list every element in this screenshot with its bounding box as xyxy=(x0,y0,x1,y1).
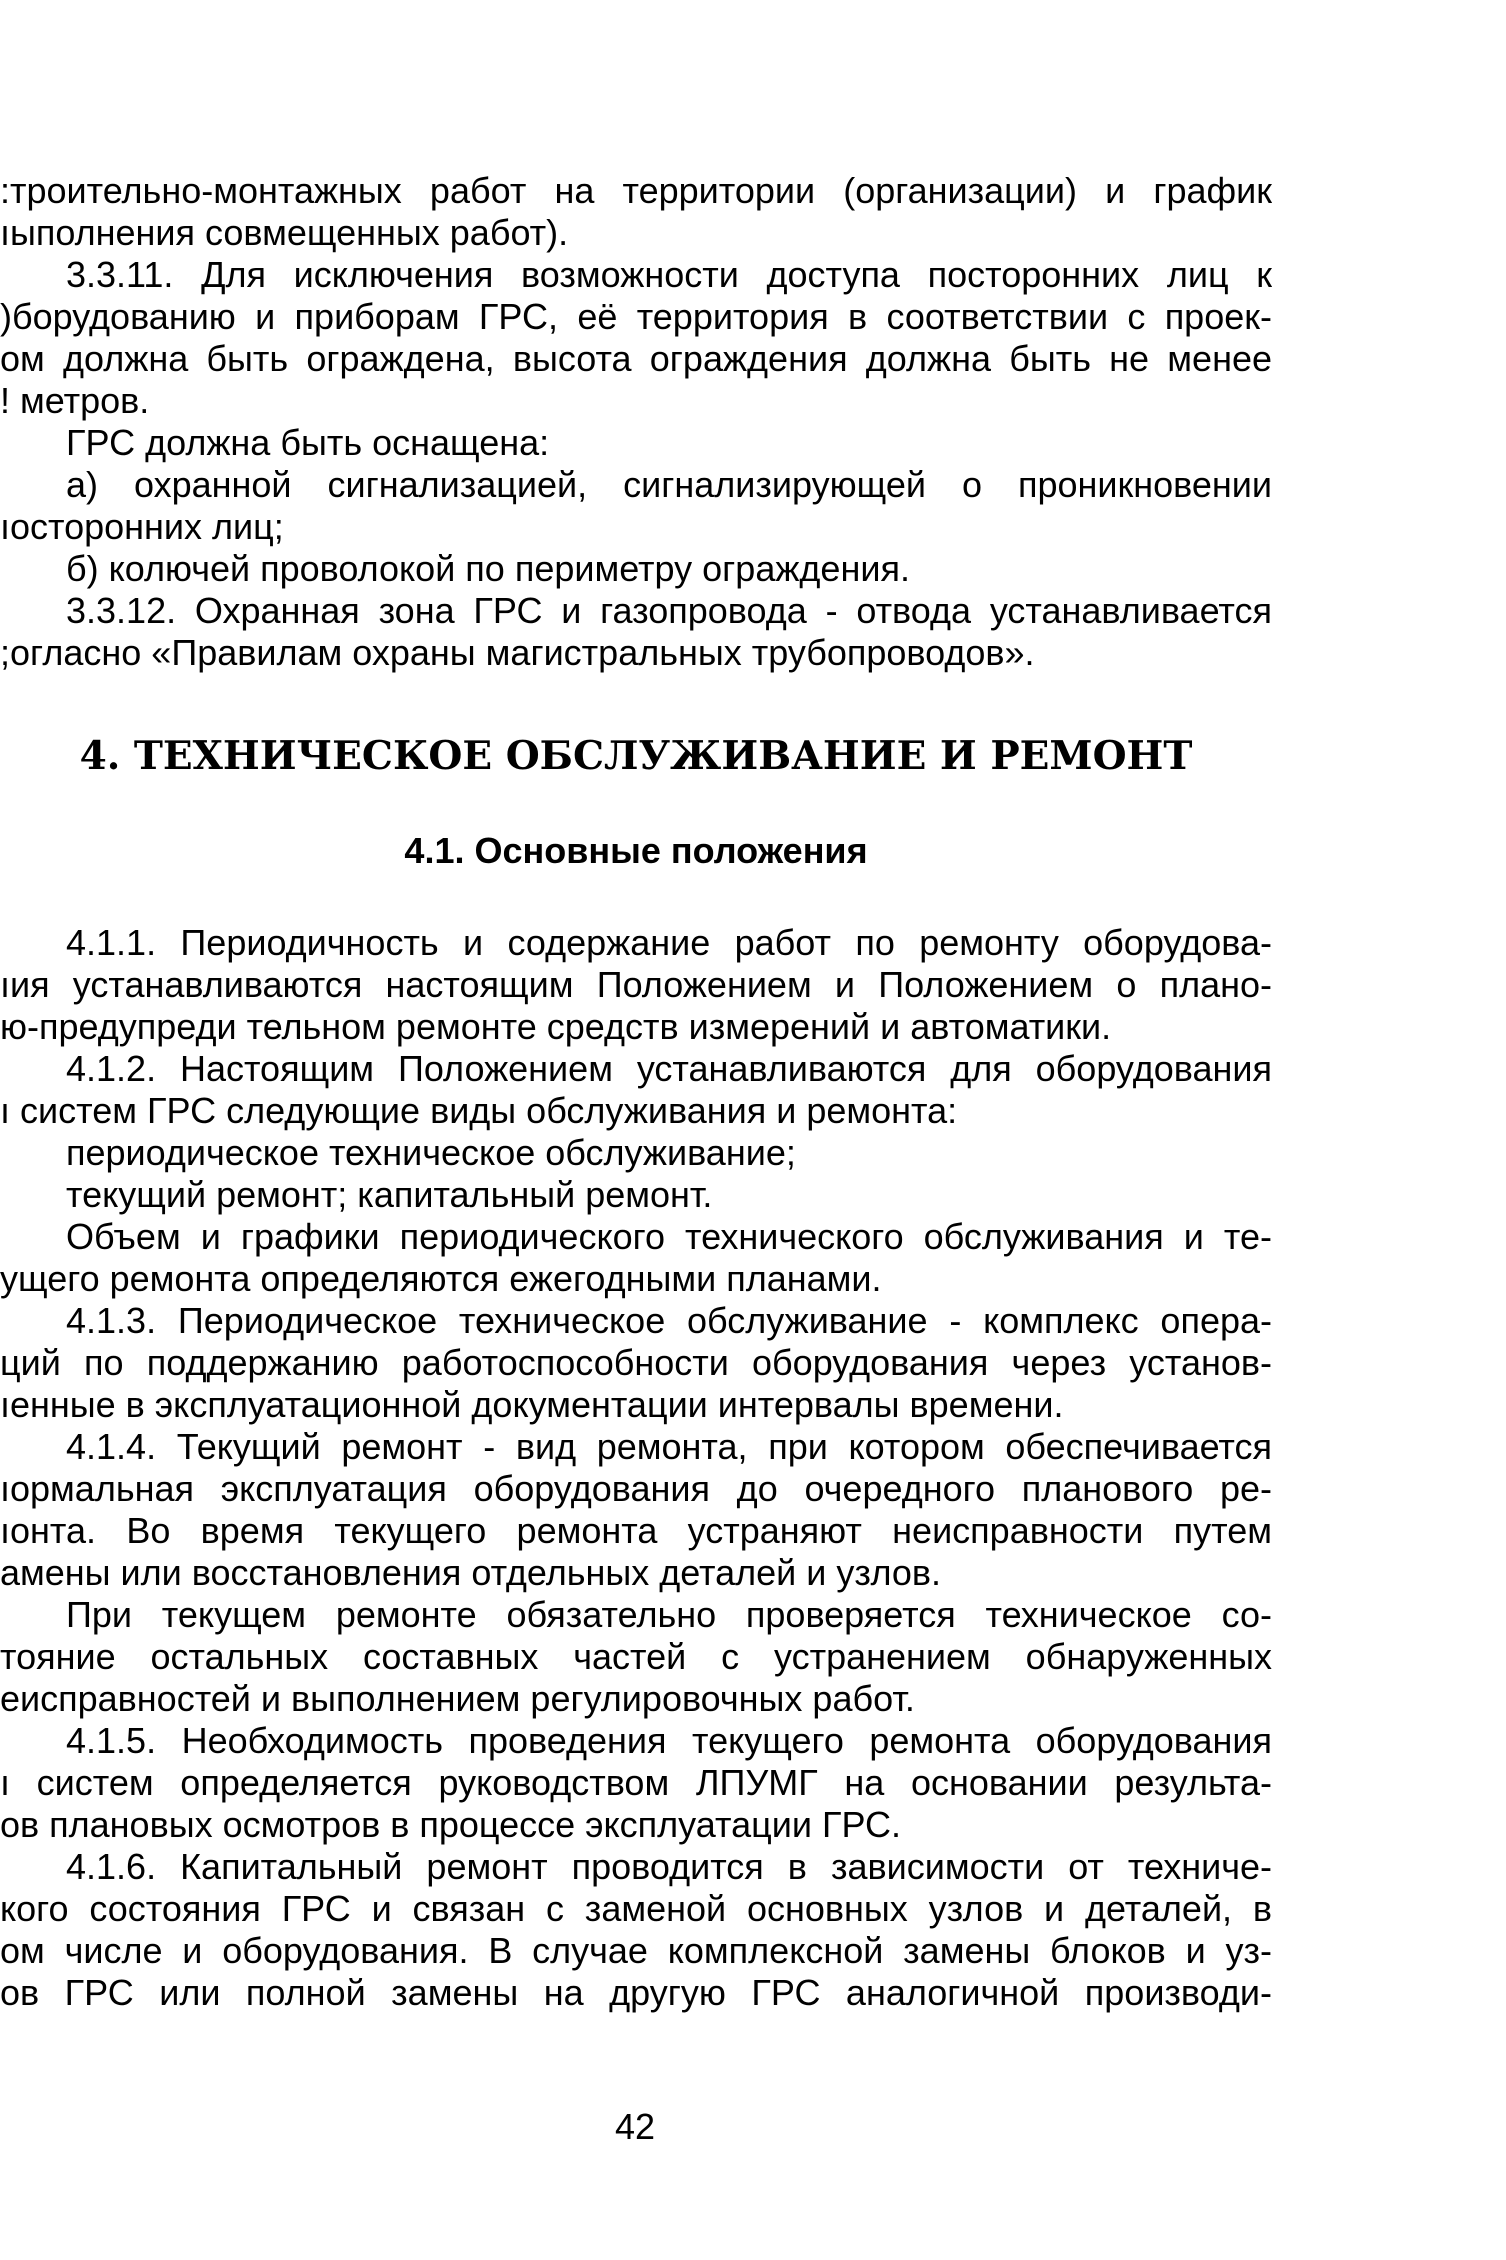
text-line: ıормальная эксплуатация оборудования до очередного планового ре- xyxy=(0,1468,1272,1509)
page-number: 42 xyxy=(614,2106,656,2147)
text-line: кого состояния ГРС и связан с заменой основных узлов и деталей, в xyxy=(0,1888,1272,1929)
text-line: а) охранной сигнализацией, сигнализирующей о проникновении xyxy=(66,464,1272,505)
text-line: ций по поддержанию работоспособности оборудования через установ- xyxy=(0,1342,1272,1383)
text-line: :троительно-монтажных работ на территории (организации) и график xyxy=(0,170,1272,211)
section-heading: 4. ТЕХНИЧЕСКОЕ ОБСЛУЖИВАНИЕ И РЕМОНТ xyxy=(79,733,1193,779)
text-line: ıенные в эксплуатационной документации интервалы времени. xyxy=(0,1384,1064,1425)
text-line: ом числе и оборудования. В случае комплексной замены блоков и уз- xyxy=(0,1930,1272,1971)
subsection-heading: 4.1. Основные положения xyxy=(404,830,868,871)
text-line: амены или восстановления отдельных деталей и узлов. xyxy=(0,1552,942,1593)
text-line: тояние остальных составных частей с устранением обнаруженных xyxy=(0,1636,1272,1677)
text-line: ов ГРС или полной замены на другую ГРС аналогичной производи- xyxy=(0,1972,1272,2013)
text-line: периодическое техническое обслуживание; xyxy=(66,1132,796,1173)
text-line: ıосторонних лиц; xyxy=(0,506,284,547)
text-line: ! метров. xyxy=(0,380,150,421)
text-line: ıия устанавливаются настоящим Положением и Положением о плано- xyxy=(0,964,1272,1005)
text-line: 4.1.6. Капитальный ремонт проводится в зависимости от техниче- xyxy=(66,1846,1272,1887)
text-line: 3.3.12. Охранная зона ГРС и газопровода - отвода устанавливается xyxy=(66,590,1272,631)
text-line: Объем и графики периодического технического обслуживания и те- xyxy=(66,1216,1272,1257)
text-line: ıыполнения совмещенных работ). xyxy=(0,212,569,253)
text-line: 4.1.5. Необходимость проведения текущего ремонта оборудования xyxy=(66,1720,1272,1761)
text-line: ов плановых осмотров в процессе эксплуатации ГРС. xyxy=(0,1804,902,1845)
text-line: ГРС должна быть оснащена: xyxy=(66,422,550,463)
text-line: ı систем ГРС следующие виды обслуживания и ремонта: xyxy=(0,1090,958,1131)
text-line: 4.1.3. Периодическое техническое обслуживание - комплекс опера- xyxy=(66,1300,1272,1341)
text-line: ;огласно «Правилам охраны магистральных трубопроводов». xyxy=(0,632,1035,673)
text-line: текущий ремонт; капитальный ремонт. xyxy=(66,1174,713,1215)
text-line: еисправностей и выполнением регулировочных работ. xyxy=(0,1678,915,1719)
text-line: 3.3.11. Для исключения возможности доступа посторонних лиц к xyxy=(66,254,1272,295)
text-line: 4.1.1. Периодичность и содержание работ по ремонту оборудова- xyxy=(66,922,1272,963)
text-line: При текущем ремонте обязательно проверяется техническое со- xyxy=(66,1594,1272,1635)
text-line: ом должна быть ограждена, высота ограждения должна быть не менее xyxy=(0,338,1272,379)
text-line: 4.1.2. Настоящим Положением устанавливаются для оборудования xyxy=(66,1048,1272,1089)
text-line: ıонта. Во время текущего ремонта устраняют неисправности путем xyxy=(0,1510,1272,1551)
text-line: ı систем определяется руководством ЛПУМГ на основании результа- xyxy=(0,1762,1272,1803)
text-line: ю-предупреди тельном ремонте средств измерений и автоматики. xyxy=(0,1006,1112,1047)
text-line: )борудованию и приборам ГРС, её территория в соответствии с проек- xyxy=(0,296,1272,337)
text-line: б) колючей проволокой по периметру ограждения. xyxy=(66,548,910,589)
text-line: 4.1.4. Текущий ремонт - вид ремонта, при котором обеспечивается xyxy=(66,1426,1272,1467)
text-line: ущего ремонта определяются ежегодными планами. xyxy=(0,1258,882,1299)
